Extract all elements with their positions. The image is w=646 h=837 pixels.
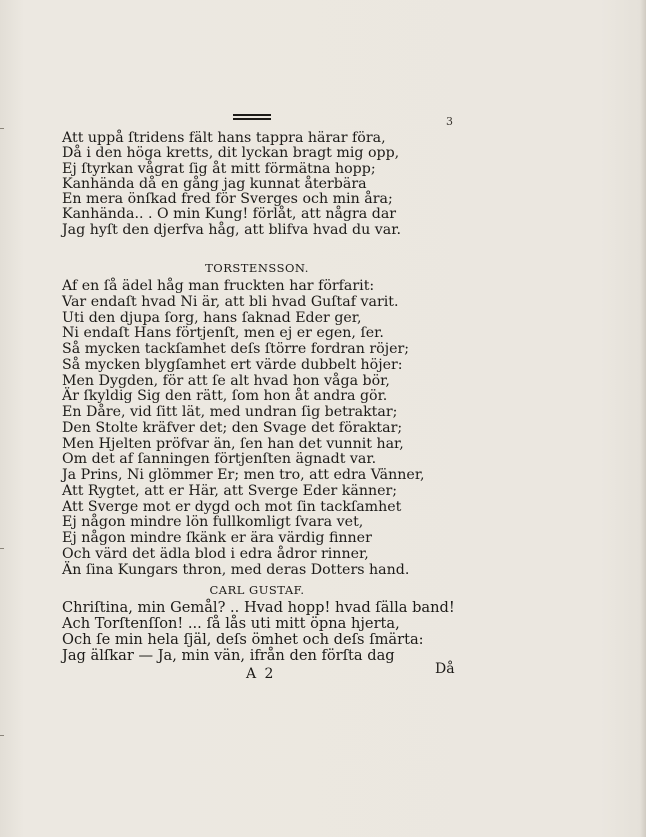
margin-mark: [0, 735, 4, 736]
verse-line: Att Sverge mot er dygd och mot ſin tackſamhet: [62, 498, 402, 515]
verse-line: Ej någon mindre lön fullkomligt ſvara vet,: [62, 514, 364, 531]
speaker-heading-torstensson: TORSTENSSON.: [205, 261, 309, 275]
page-edge-shadow: [640, 0, 646, 837]
verse-line: Då i den höga kretts, dit lyckan bragt mig opp,: [62, 145, 400, 162]
verse-line: Så mycken tackſamhet deſs ſtörre fordran röjer;: [62, 341, 410, 357]
verse-line: Chriſtina, min Gemål? .. Hvad hopp! hvad ſälla band!: [62, 599, 455, 616]
verse-line: Af en ſå ädel håg man fruckten har förfarit:: [62, 278, 375, 294]
verse-line: Men Dygden, för att ſe alt hvad hon våga bör,: [62, 372, 390, 389]
verse-line: Och värd det ädla blod i edra ådror rinner,: [62, 545, 369, 562]
page-number: 3: [446, 115, 453, 128]
verse-line: Den Stolte kräfver det; den Svage det föraktar;: [62, 419, 403, 436]
margin-mark: [0, 128, 4, 129]
verse-line: En Dåre, vid ſitt lät, med undran ſig betraktar;: [62, 404, 398, 420]
verse-line: Kanhända.. . O min Kung! förlåt, att några dar: [62, 206, 397, 223]
verse-line: Än ſina Kungars thron, med deras Dotters hand.: [62, 561, 410, 578]
verse-line: Uti den djupa ſorg, hans ſaknad Eder ger,: [62, 309, 362, 326]
verse-line: Är ſkyldig Sig den rätt, ſom hon åt andra gör.: [62, 388, 388, 405]
verse-line: Ej någon mindre ſkänk er ära värdig finner: [62, 530, 372, 546]
signature-mark: A 2: [246, 666, 276, 682]
stanza-2: [62, 279, 472, 578]
verse-line: Jag älſkar — Ja, min vän, ifrån den förſta dag: [62, 647, 395, 664]
verse-line: Att uppå ſtridens fält hans tappra härar föra,: [62, 130, 386, 146]
margin-mark: [0, 548, 4, 549]
stanza-1: [62, 131, 472, 238]
verse-line: Kanhända då en gång jag kunnat återbära: [62, 175, 367, 192]
verse-line: Och ſe min hela ſjäl, deſs ömhet och deſs ſmärta:: [62, 631, 424, 648]
verse-line: En mera önſkad fred för Sverges och min åra;: [62, 191, 393, 208]
verse-line: Ja Prins, Ni glömmer Er; men tro, att edra Vänner,: [62, 467, 425, 483]
verse-line: Men Hjelten pröfvar än, ſen han det vunnit har,: [62, 435, 404, 452]
verse-line: Jag hyſt den djerfva håg, att blifva hvad du var.: [62, 221, 401, 238]
verse-line: Ach Torſtenſſon! ... ſå lås uti mitt öpna hjerta,: [62, 615, 400, 632]
verse-line: Om det af ſanningen förtjenſten ägnadt var.: [62, 451, 377, 468]
verse-line: Så mycken blygſamhet ert värde dubbelt höjer:: [62, 356, 403, 373]
ornamental-rule: [233, 114, 271, 116]
verse-line: Ej ſtyrkan vågrat ſig åt mitt förmätna hopp;: [62, 160, 376, 177]
stanza-3: [62, 600, 472, 664]
verse-line: Var endaſt hvad Ni är, att bli hvad Guſtaf varit.: [62, 293, 399, 310]
speaker-heading-carl-gustaf: CARL GUSTAF.: [209, 583, 305, 597]
verse-line: Ni endaſt Hans förtjenſt, men ej er egen, ſer.: [62, 325, 384, 342]
catchword: Då: [435, 661, 455, 677]
verse-line: Att Rygtet, att er Här, att Sverge Eder känner;: [62, 482, 398, 499]
